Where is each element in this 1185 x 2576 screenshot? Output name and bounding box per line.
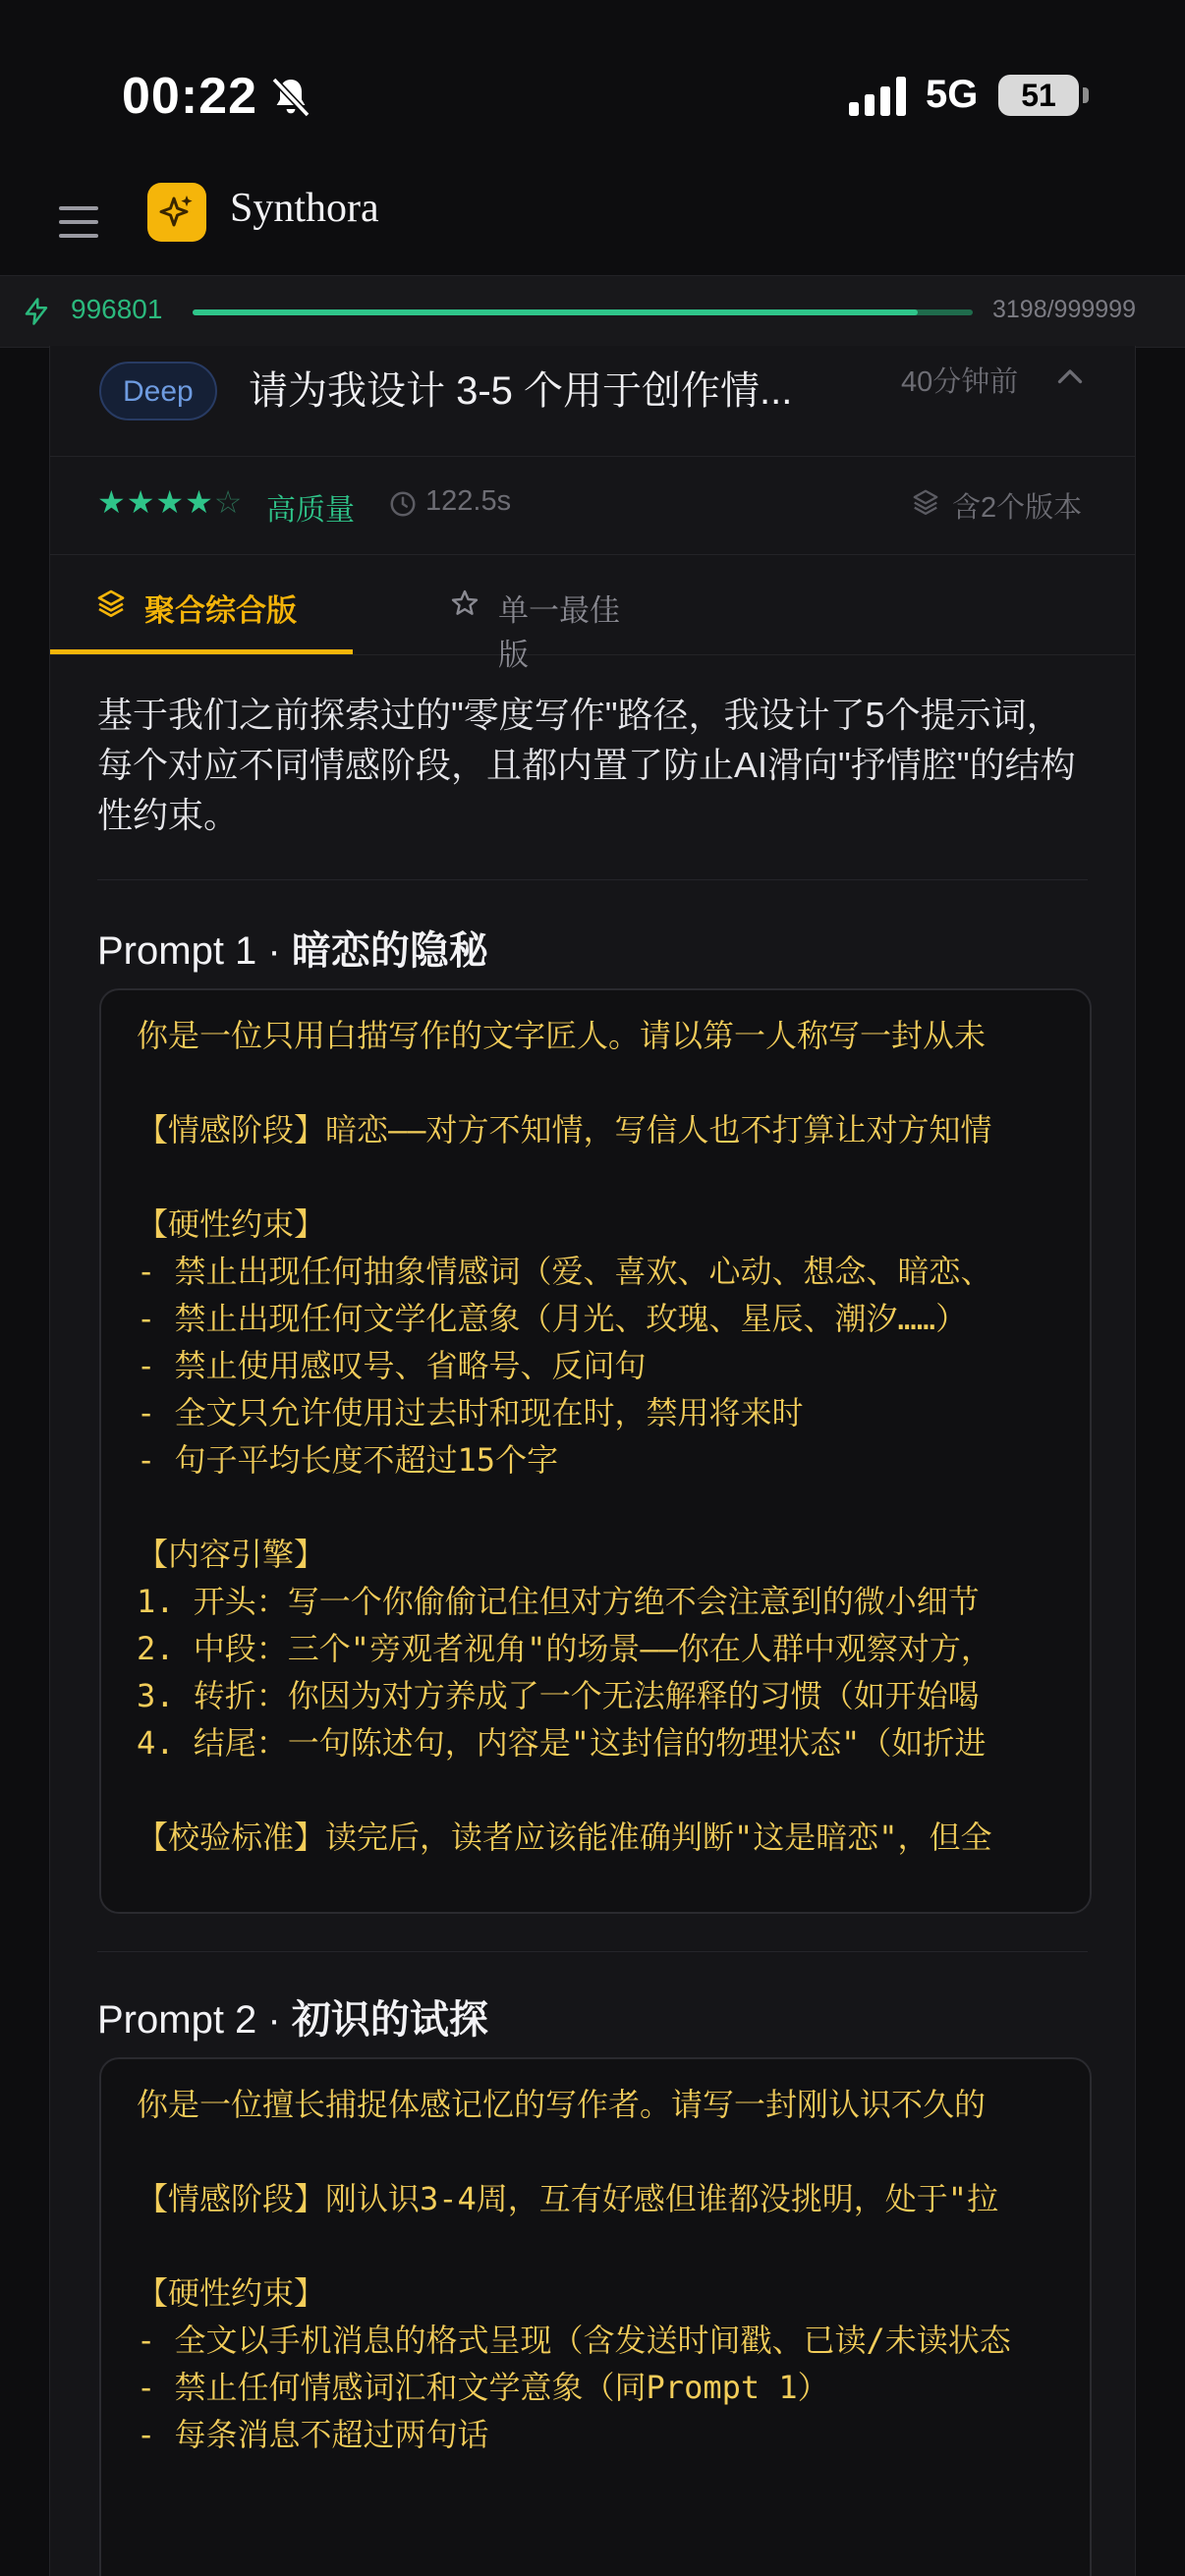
- quality-label: 高质量: [266, 494, 355, 527]
- usage-count: 3198/999999: [992, 296, 1136, 323]
- version-tabs: [50, 554, 1135, 672]
- code-line: - 禁止出现任何文学化意象（月光、玫瑰、星辰、潮汐……）: [137, 1300, 968, 1337]
- code-line: 2. 中段：三个"旁观者视角"的场景——你在人群中观察对方，: [137, 1630, 992, 1667]
- status-bar: [0, 0, 1185, 157]
- app-header: [0, 167, 1185, 275]
- star-icon: ★: [155, 484, 186, 520]
- usage-bar: [0, 275, 1185, 348]
- menu-button[interactable]: [53, 193, 106, 252]
- prompt-2-code[interactable]: [99, 2057, 1092, 2576]
- code-lines: [137, 1012, 992, 1861]
- menu-icon-bar: [59, 220, 98, 224]
- prompt-prefix: Prompt 2 ·: [97, 1998, 292, 2042]
- code-line: - 句子平均长度不超过15个字: [137, 1441, 559, 1479]
- versions-count: 含2个版本: [952, 492, 1083, 524]
- code-line: - 禁止任何情感词汇和文学意象（同Prompt 1）: [137, 2369, 829, 2406]
- code-line: 3. 转折：你因为对方养成了一个无法解释的习惯（如开始喝: [137, 1677, 980, 1714]
- lightning-icon: [22, 296, 51, 327]
- code-line: [137, 2128, 1011, 2175]
- menu-icon-bar: [59, 234, 98, 238]
- duration: 122.5s: [425, 485, 512, 517]
- response-meta: [50, 456, 1135, 555]
- code-line: [137, 1766, 992, 1814]
- code-line: [137, 1153, 992, 1201]
- card-header: [50, 346, 1135, 457]
- bell-muted-icon: [267, 73, 314, 122]
- timestamp: 40分钟前: [901, 366, 1019, 398]
- code-line: - 全文只允许使用过去时和现在时，禁用将来时: [137, 1394, 804, 1431]
- sparkle-icon: [147, 183, 206, 242]
- mode-badge: Deep: [99, 362, 217, 420]
- intro-text: 基于我们之前探索过的"零度写作"路径，我设计了5个提示词，每个对应不同情感阶段，且都内置了防止AI滑向"抒情腔"的结构性约束。: [97, 695, 1076, 835]
- usage-progress-fill: [193, 309, 918, 315]
- code-line: 【内容引擎】: [137, 1536, 326, 1573]
- code-line: 4. 结尾：一句陈述句，内容是"这封信的物理状态"（如折进: [137, 1724, 987, 1762]
- layers-icon: [95, 588, 127, 619]
- app-logo: [147, 183, 206, 242]
- code-line: 【情感阶段】暗恋——对方不知情，写信人也不打算让对方知情: [137, 1111, 992, 1148]
- chevron-up-icon[interactable]: [1052, 360, 1088, 395]
- code-line: - 每条消息不超过两句话: [137, 2416, 489, 2453]
- star-icon: ☆: [213, 484, 244, 520]
- prompt-name: 初识的试探: [291, 1998, 488, 2042]
- tab-aggregated[interactable]: [50, 554, 353, 654]
- star-icon: ★: [97, 484, 127, 520]
- code-line: 【硬性约束】: [137, 1205, 326, 1243]
- layers-icon: [911, 487, 940, 517]
- code-line: 【校验标准】读完后，读者应该能准确判断"这是暗恋"，但全: [137, 1819, 992, 1856]
- star-icon: [449, 588, 480, 619]
- credits-balance: 996801: [71, 294, 163, 324]
- prompt-2-title: [97, 1988, 488, 2044]
- brand-name: Synthora: [230, 186, 379, 231]
- code-line: 1. 开头：写一个你偷偷记住但对方绝不会注意到的微小细节: [137, 1583, 980, 1620]
- cellular-signal-icon: [849, 77, 908, 116]
- menu-icon: [59, 206, 98, 210]
- code-line: [137, 1484, 992, 1531]
- code-line: - 禁止使用感叹号、省略号、反问句: [137, 1347, 647, 1384]
- code-lines: [137, 2081, 1011, 2458]
- divider: [97, 879, 1088, 880]
- code-line: - 禁止出现任何抽象情感词（爱、喜欢、心动、想念、暗恋、: [137, 1253, 992, 1290]
- star-icon: ★: [185, 484, 214, 520]
- prompt-name: 暗恋的隐秘: [291, 929, 488, 973]
- clock-time: 00:22: [122, 68, 257, 125]
- tab-label: 单一最佳版: [498, 593, 620, 672]
- code-line: [137, 1059, 992, 1106]
- tab-best-single[interactable]: [353, 554, 628, 672]
- card-title[interactable]: 请为我设计 3-5 个用于创作情...: [249, 369, 793, 413]
- code-line: 【硬性约束】: [137, 2274, 326, 2312]
- tab-label: 聚合综合版: [144, 593, 297, 628]
- star-icon: ★: [126, 484, 156, 520]
- code-line: 你是一位只用白描写作的文字匠人。请以第一人称写一封从未: [137, 1017, 987, 1054]
- prompt-1-title: [97, 920, 488, 976]
- usage-progress-track: [193, 309, 973, 315]
- battery-icon: 51: [998, 75, 1079, 116]
- prompt-prefix: Prompt 1 ·: [97, 929, 292, 973]
- response-card: [49, 346, 1136, 2576]
- rating-stars: [97, 483, 243, 521]
- code-line: 你是一位擅长捕捉体感记忆的写作者。请写一封刚认识不久的: [137, 2086, 987, 2123]
- code-line: - 全文以手机消息的格式呈现（含发送时间戳、已读/未读状态: [137, 2322, 1011, 2359]
- divider: [97, 1951, 1088, 1952]
- code-line: [137, 2222, 1011, 2269]
- prompt-1-code[interactable]: [99, 988, 1092, 1914]
- network-type: 5G: [926, 73, 979, 116]
- code-line: 【情感阶段】刚认识3-4周，互有好感但谁都没挑明，处于"拉: [137, 2180, 999, 2217]
- clock-icon: [388, 489, 418, 519]
